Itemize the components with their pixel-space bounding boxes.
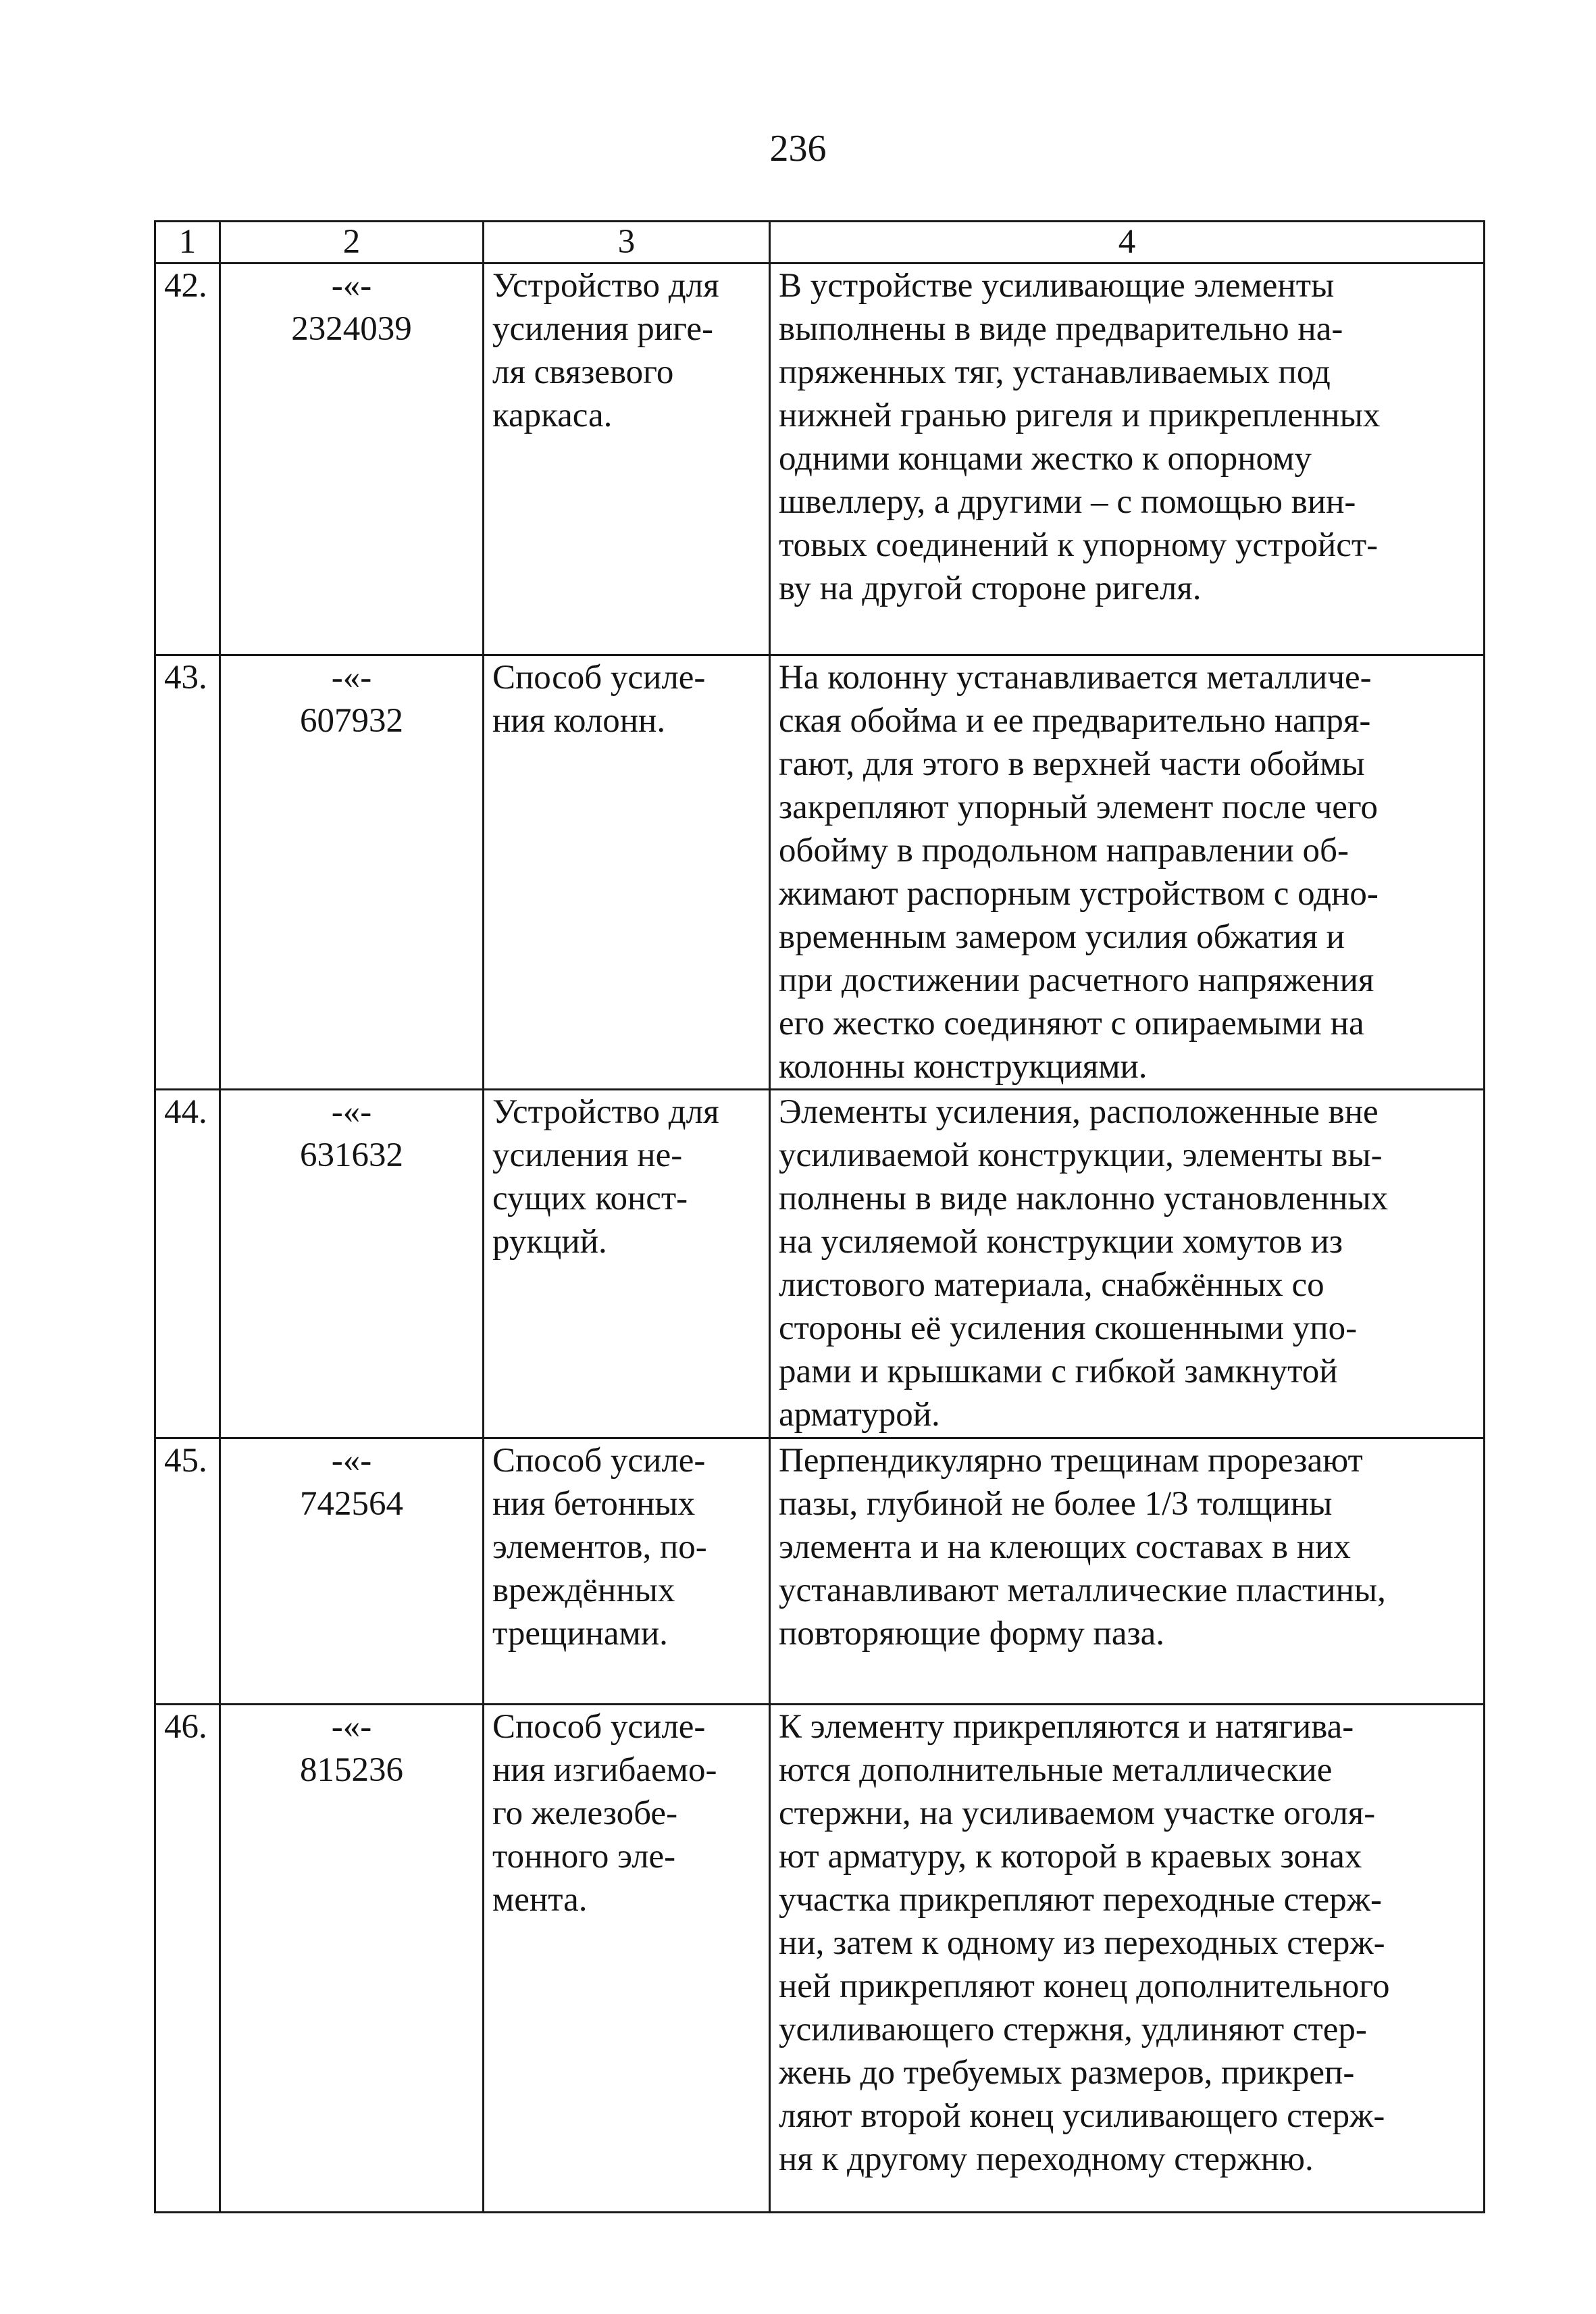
desc-line: при достижении расчетного напряжения xyxy=(779,961,1374,999)
title-line: тонного эле- xyxy=(492,1838,676,1876)
invention-title xyxy=(484,263,770,655)
header-cell-4: 4 xyxy=(770,222,1485,263)
row-number: 46. xyxy=(155,1705,220,2213)
table-row xyxy=(155,263,1485,655)
desc-line: В устройстве усиливающие элементы xyxy=(779,267,1335,305)
desc-line: Элементы усиления, расположенные вне xyxy=(779,1093,1379,1131)
title-line: Способ усиле- xyxy=(492,659,706,697)
title-line: ния изгибаемо- xyxy=(492,1751,717,1789)
desc-line: пазы, глубиной не более 1/3 толщины xyxy=(779,1485,1333,1523)
table-row xyxy=(155,1090,1485,1438)
table-row xyxy=(155,1438,1485,1705)
desc-line: устанавливают металлические пластины, xyxy=(779,1571,1386,1609)
ditto-mark: -«- xyxy=(331,1442,372,1480)
invention-description xyxy=(770,1090,1485,1438)
desc-line: ня к другому переходному стержню. xyxy=(779,2140,1314,2178)
title-line: ния бетонных xyxy=(492,1485,696,1523)
invention-title xyxy=(484,1438,770,1705)
header-cell-2: 2 xyxy=(220,222,484,263)
title-line: элементов, по- xyxy=(492,1528,707,1566)
desc-line: стороны её усиления скошенными упо- xyxy=(779,1309,1358,1347)
invention-title xyxy=(484,1090,770,1438)
desc-line: ни, затем к одному из переходных стерж- xyxy=(779,1924,1385,1962)
title-line: трещинами. xyxy=(492,1615,668,1653)
desc-line: ву на другой стороне ригеля. xyxy=(779,570,1202,607)
table-header-row xyxy=(155,222,1485,263)
header-cell-3: 3 xyxy=(484,222,770,263)
patent-ref xyxy=(220,1090,484,1438)
title-line: мента. xyxy=(492,1881,588,1919)
desc-line: товых соединений к упорному устройст- xyxy=(779,526,1379,564)
desc-line: ются дополнительные металлические xyxy=(779,1751,1333,1789)
row-number: 45. xyxy=(155,1438,220,1705)
desc-line: рами и крышками с гибкой замкнутой xyxy=(779,1353,1338,1390)
desc-line: листового материала, снабжённых со xyxy=(779,1266,1324,1304)
invention-description xyxy=(770,655,1485,1090)
desc-line: колонны конструкциями. xyxy=(779,1048,1148,1086)
patent-ref xyxy=(220,1438,484,1705)
desc-line: арматурой. xyxy=(779,1396,940,1434)
desc-line: временным замером усилия обжатия и xyxy=(779,918,1345,956)
title-line: Способ усиле- xyxy=(492,1442,706,1480)
title-line: го железобе- xyxy=(492,1794,678,1832)
patent-number: 2324039 xyxy=(291,310,412,348)
desc-line: закрепляют упорный элемент после чего xyxy=(779,788,1379,826)
desc-line: ней прикрепляют конец дополнительного xyxy=(779,1967,1390,2005)
desc-line: полнены в виде наклонно установленных xyxy=(779,1180,1389,1217)
invention-description xyxy=(770,263,1485,655)
ditto-mark: -«- xyxy=(331,1708,372,1746)
desc-line: ляют второй конец усиливающего стерж- xyxy=(779,2097,1385,2135)
invention-description xyxy=(770,1438,1485,1705)
desc-line: жень до требуемых размеров, прикреп- xyxy=(779,2054,1355,2092)
invention-description xyxy=(770,1705,1485,2213)
desc-line: повторяющие форму паза. xyxy=(779,1615,1164,1653)
title-line: сущих конст- xyxy=(492,1180,688,1217)
title-line: рукций. xyxy=(492,1223,607,1261)
patent-table xyxy=(154,220,1485,2213)
desc-line: выполнены в виде предварительно на- xyxy=(779,310,1343,348)
desc-line: нижней гранью ригеля и прикрепленных xyxy=(779,397,1381,434)
table-row xyxy=(155,1705,1485,2213)
desc-line: швеллеру, а другими – с помощью вин- xyxy=(779,483,1356,521)
title-line: усиления не- xyxy=(492,1136,683,1174)
page-number: 236 xyxy=(769,128,827,170)
patent-ref xyxy=(220,655,484,1090)
desc-line: жимают распорным устройством с одно- xyxy=(779,875,1379,913)
title-line: каркаса. xyxy=(492,397,613,434)
desc-line: стержни, на усиливаемом участке оголя- xyxy=(779,1794,1376,1832)
ditto-mark: -«- xyxy=(331,1093,372,1131)
desc-line: участка прикрепляют переходные стерж- xyxy=(779,1881,1382,1919)
patent-number: 631632 xyxy=(300,1136,403,1174)
desc-line: пряженных тяг, устанавливаемых под xyxy=(779,353,1331,391)
title-line: Устройство для xyxy=(492,267,719,305)
desc-line: на усиляемой конструкции хомутов из xyxy=(779,1223,1343,1261)
desc-line: одними концами жестко к опорному xyxy=(779,440,1312,478)
patent-ref xyxy=(220,263,484,655)
title-line: усиления риге- xyxy=(492,310,713,348)
title-line: ля связевого xyxy=(492,353,674,391)
desc-line: гают, для этого в верхней части обоймы xyxy=(779,745,1365,783)
row-number: 42. xyxy=(155,263,220,655)
table-row xyxy=(155,655,1485,1090)
desc-line: элемента и на клеющих составах в них xyxy=(779,1528,1351,1566)
title-line: Способ усиле- xyxy=(492,1708,706,1746)
desc-line: Перпендикулярно трещинам прорезают xyxy=(779,1442,1363,1480)
desc-line: обойму в продольном направлении об- xyxy=(779,832,1349,870)
title-line: Устройство для xyxy=(492,1093,719,1131)
desc-line: На колонну устанавливается металличе- xyxy=(779,659,1372,697)
invention-title xyxy=(484,655,770,1090)
ditto-mark: -«- xyxy=(331,267,372,305)
header-cell-1: 1 xyxy=(155,222,220,263)
desc-line: ют арматуру, к которой в краевых зонах xyxy=(779,1838,1362,1876)
title-line: ния колонн. xyxy=(492,702,666,740)
desc-line: ская обойма и ее предварительно напря- xyxy=(779,702,1371,740)
patent-ref xyxy=(220,1705,484,2213)
invention-title xyxy=(484,1705,770,2213)
ditto-mark: -«- xyxy=(331,659,372,697)
title-line: вреждённых xyxy=(492,1571,675,1609)
desc-line: его жестко соединяют с опираемыми на xyxy=(779,1005,1364,1042)
desc-line: усиливающего стержня, удлиняют стер- xyxy=(779,2011,1367,2048)
row-number: 43. xyxy=(155,655,220,1090)
desc-line: К элементу прикрепляются и натягива- xyxy=(779,1708,1354,1746)
patent-number: 815236 xyxy=(300,1751,403,1789)
patent-number: 607932 xyxy=(300,702,403,740)
patent-number: 742564 xyxy=(300,1485,403,1523)
desc-line: усиливаемой конструкции, элементы вы- xyxy=(779,1136,1383,1174)
row-number: 44. xyxy=(155,1090,220,1438)
